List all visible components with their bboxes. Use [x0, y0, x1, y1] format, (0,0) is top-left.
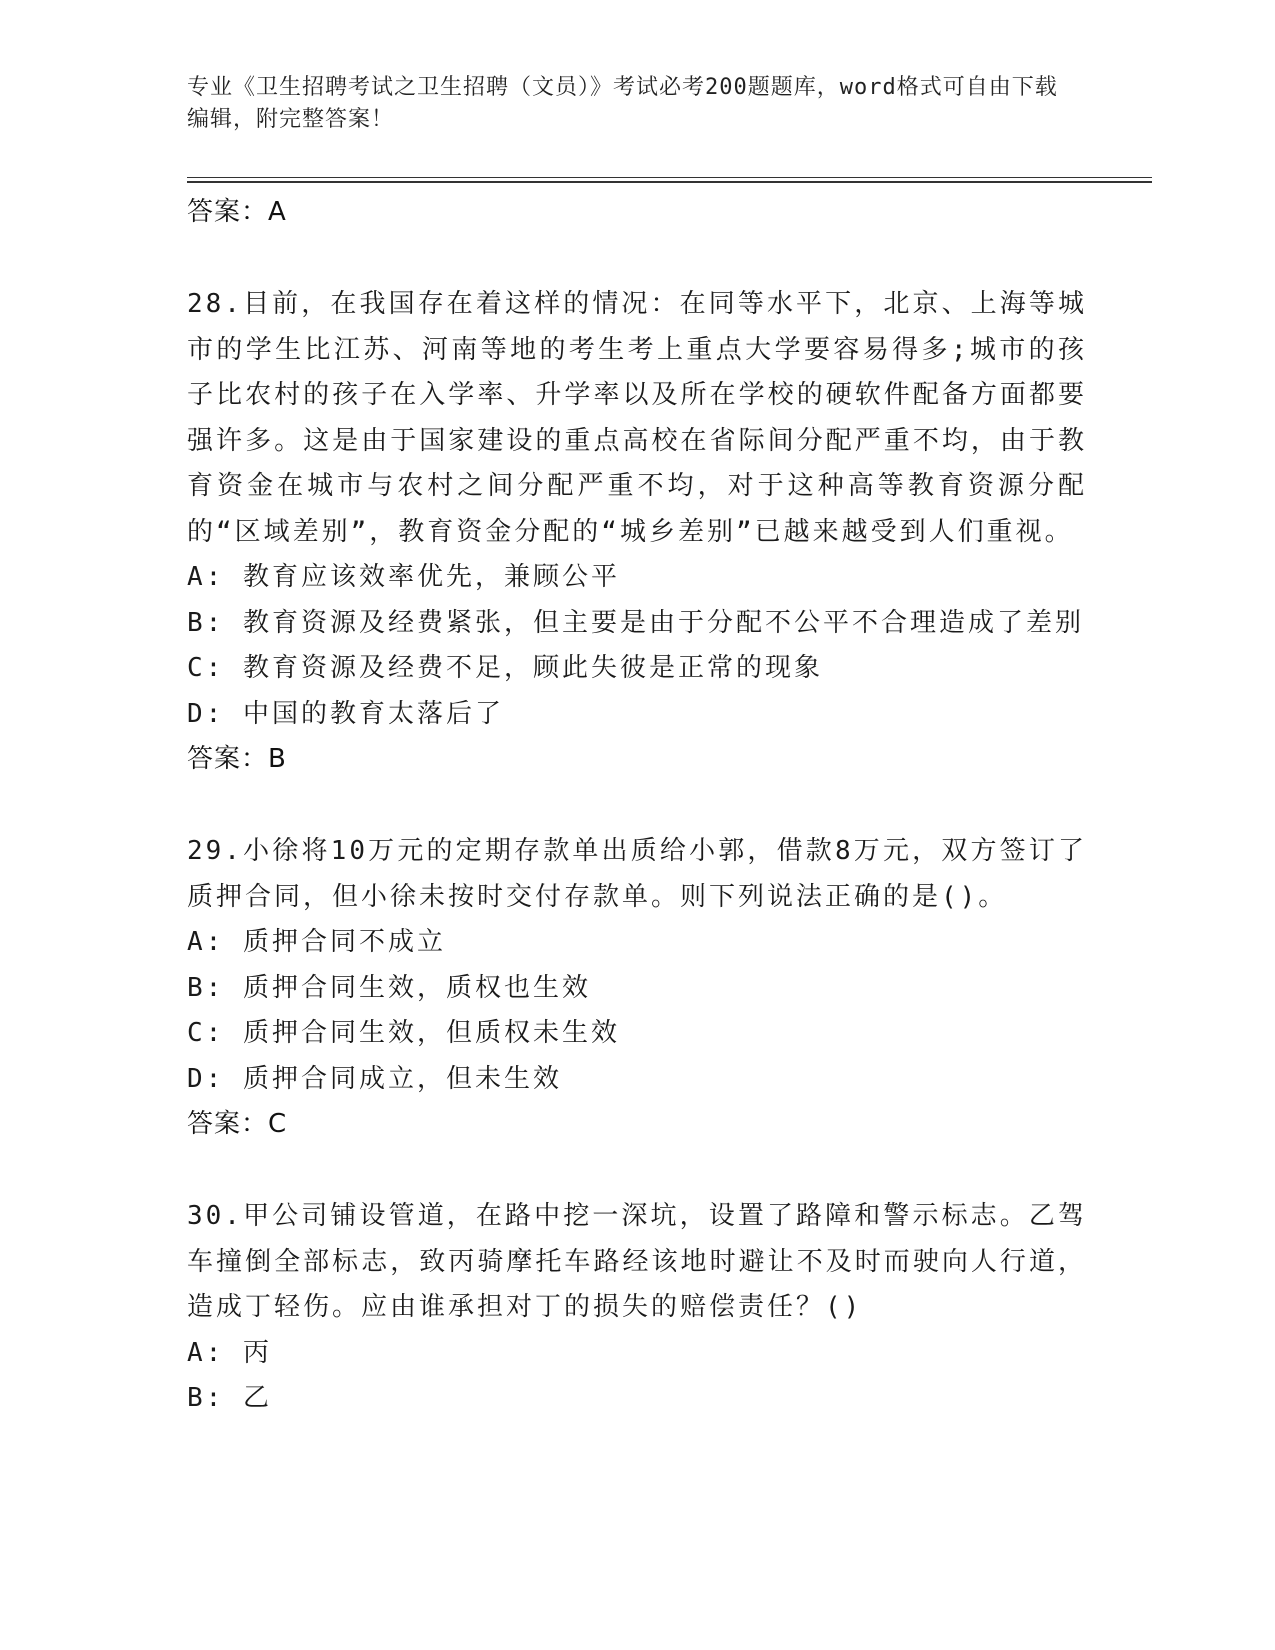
- option-c: C: 质押合同生效，但质权未生效: [187, 1018, 620, 1048]
- answer-line: 答案：A: [187, 197, 287, 227]
- spacer: [187, 781, 1087, 829]
- page-header: 专业《卫生招聘考试之卫生招聘（文员）》考试必考200题题库，word格式可自由下载编辑，附完整答案！: [187, 75, 1058, 132]
- answer-line: 答案：B: [187, 744, 287, 774]
- header-rule-thick: [187, 181, 1152, 183]
- question-text: 28.目前，在我国存在着这样的情况：在同等水平下，北京、上海等城市的学生比江苏、河南等地的考生考上重点大学要容易得多;城市的孩子比农村的孩子在入学率、升学率以及所在学校的硬软件配备方面都要强许多。这是由于国家建设的重点高校在省际间分配严重不均，由于教育资金在城市与农村之间分配严重不均，对于这种高等教育资源分配的“区域差别”，教育资金分配的“城乡差别”已越来越受到人们重视。: [187, 289, 1087, 547]
- header-rule-thin: [187, 177, 1152, 178]
- option-c: C: 教育资源及经费不足，顾此失彼是正常的现象: [187, 653, 823, 683]
- option-b: B: 教育资源及经费紧张，但主要是由于分配不公平不合理造成了差别: [187, 607, 1084, 638]
- option-d: D: 质押合同成立，但未生效: [187, 1063, 562, 1094]
- question-block: [187, 1194, 1087, 1422]
- question-block: [187, 829, 1087, 1146]
- option-d: D: 中国的教育太落后了: [187, 698, 504, 729]
- option-b: B: 乙: [187, 1383, 272, 1413]
- option-a: A: 教育应该效率优先，兼顾公平: [187, 562, 620, 592]
- question-text: 29.小徐将10万元的定期存款单出质给小郭，借款8万元，双方签订了质押合同，但小徐未按时交付存款单。则下列说法正确的是()。: [187, 836, 1087, 912]
- spacer: [187, 1146, 1087, 1194]
- option-a: A: 丙: [187, 1337, 272, 1368]
- spacer: [187, 234, 1087, 282]
- question-list: [187, 190, 1087, 1422]
- question-block: [187, 282, 1087, 781]
- option-b: B: 质押合同生效，质权也生效: [187, 972, 591, 1003]
- question-text: 30.甲公司铺设管道，在路中挖一深坑，设置了路障和警示标志。乙驾车撞倒全部标志，致丙骑摩托车路经该地时避让不及时而驶向人行道，造成丁轻伤。应由谁承担对丁的损失的赔偿责任？(): [187, 1201, 1087, 1322]
- answer-line: 答案：C: [187, 1109, 288, 1139]
- option-a: A: 质押合同不成立: [187, 927, 446, 957]
